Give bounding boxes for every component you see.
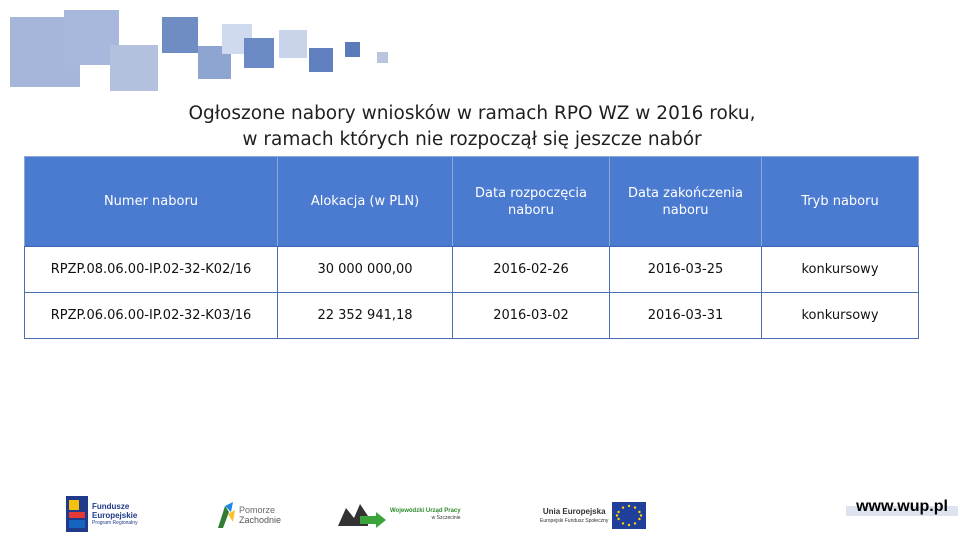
ue-line-2: Europejski Fundusz Społeczny: [540, 518, 609, 524]
cell-number: RPZP.08.06.00-IP.02-32-K02/16: [25, 247, 278, 293]
wup-line-2: w Szczecinie: [431, 514, 461, 521]
header-allocation: Alokacja (w PLN): [278, 157, 453, 247]
header-start-date: Data rozpoczęcia naboru: [453, 157, 610, 247]
fe-line-3: Program Regionalny: [92, 519, 138, 526]
pomorze-zachodnie-logo: [215, 500, 281, 530]
cell-end-date: 2016-03-25: [610, 247, 762, 293]
unia-europejska-logo: [540, 502, 646, 529]
header-number: Numer naboru: [25, 157, 278, 247]
deco-square: [279, 30, 307, 58]
wup-icon: [338, 500, 388, 528]
deco-square: [377, 52, 388, 63]
deco-square: [162, 17, 198, 53]
fe-line-2: Europejskie: [92, 510, 138, 520]
eu-flag-icon: [612, 502, 646, 529]
pz-flag-icon: [215, 500, 237, 530]
cell-start-date: 2016-02-26: [453, 247, 610, 293]
header-mode: Tryb naboru: [762, 157, 919, 247]
recruitment-table: [24, 156, 919, 339]
pz-line-2: Zachodnie: [239, 515, 282, 525]
table-header-row: [25, 157, 919, 247]
ue-line-1: Unia Europejska: [542, 507, 606, 516]
footer-logos: [0, 490, 960, 540]
wup-szczecin-logo: [338, 500, 461, 528]
fe-star-icon: [66, 496, 88, 532]
title-line-2: w ramach których nie rozpoczął się jeszcze nabór: [242, 129, 702, 150]
cell-allocation: 22 352 941,18: [278, 293, 453, 339]
cell-mode: konkursowy: [762, 293, 919, 339]
fundusze-europejskie-logo: [66, 496, 138, 532]
deco-square: [110, 45, 158, 91]
wup-line-1: Wojewódzki Urząd Pracy: [390, 507, 461, 514]
fe-line-1: Fundusze: [92, 501, 130, 511]
pz-line-1: Pomorze: [239, 505, 276, 515]
deco-square: [309, 48, 333, 72]
cell-start-date: 2016-03-02: [453, 293, 610, 339]
deco-square: [244, 38, 274, 68]
title-line-1: Ogłoszone nabory wniosków w ramach RPO WZ w 2016 roku,: [188, 103, 756, 124]
header-end-date: Data zakończenia naboru: [610, 157, 762, 247]
cell-mode: konkursowy: [762, 247, 919, 293]
website-url[interactable]: www.wup.pl: [846, 498, 958, 516]
cell-number: RPZP.06.06.00-IP.02-32-K03/16: [25, 293, 278, 339]
table-row: [25, 293, 919, 339]
cell-end-date: 2016-03-31: [610, 293, 762, 339]
deco-square: [345, 42, 360, 57]
table-row: [25, 247, 919, 293]
page-title: [0, 101, 944, 153]
cell-allocation: 30 000 000,00: [278, 247, 453, 293]
